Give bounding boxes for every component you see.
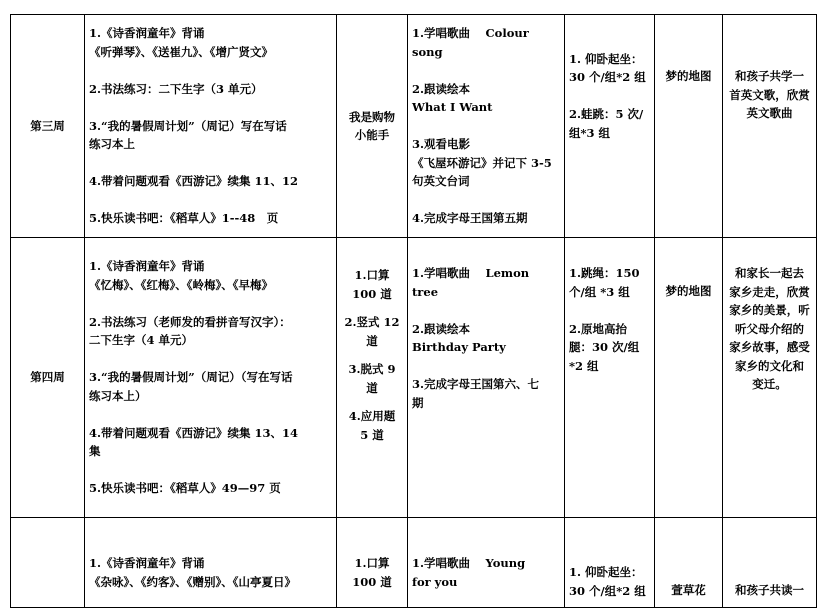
list-item: 2.蛙跳：5 次/ 组*3 组 (569, 107, 644, 140)
pe-tasks (565, 518, 655, 608)
list-item: 4.带着问题观看《西游记》续集 13、14 集 (89, 425, 299, 459)
list-item: 1. 仰卧起坐： 30 个/组*2 组 (569, 51, 646, 85)
math-tasks (337, 15, 408, 238)
chinese-tasks (85, 15, 337, 238)
art-task: 梦的地图 (655, 238, 723, 518)
family-task: 和孩子共读一 (723, 518, 817, 608)
list-item: 1. 仰卧起坐： 30 个/组*2 组 (569, 565, 646, 598)
list-item: 1.《诗香润童年》背诵 《杂咏》、《约客》、《赠别》、《山亭夏日》 (89, 556, 296, 589)
list-item: 4.应用题 5 道 (348, 409, 396, 442)
pe-tasks (565, 238, 655, 518)
art-task: 梦的地图 (655, 15, 723, 238)
art-task: 萱草花 (655, 518, 723, 608)
table-row (11, 238, 817, 518)
list-item: 我是购物 小能手 (349, 109, 395, 142)
list-item: 5.快乐读书吧：《稻草人》1--48 页 (89, 211, 279, 226)
list-item: 4.带着问题观看《西游记》续集 11、12 (89, 174, 299, 189)
list-item: 1.《诗香润童年》背诵 《听弹琴》、《送崔九》、《增广贤文》 (89, 26, 273, 59)
list-item: 3.观看电影 《飞屋环游记》并记下 3-5 句英文台词 (412, 137, 552, 189)
list-item: 5.快乐读书吧：《稻草人》49—97 页 (89, 481, 281, 496)
chinese-tasks (85, 518, 337, 608)
list-item: 1.学唱歌曲 Colour song (412, 26, 529, 59)
list-item: 2.跟读绘本 What I Want (412, 81, 493, 115)
list-item: 1.跳绳：150 个/组 *3 组 (569, 266, 640, 299)
chinese-tasks (85, 238, 337, 518)
week-label: 第三周 (11, 15, 85, 238)
list-item: 2.书法练习（老师发的看拼音写汉字）： 二下生字（4 单元） (89, 314, 291, 348)
english-tasks (408, 518, 565, 608)
list-item: 2.跟读绘本 Birthday Party (412, 321, 506, 354)
math-tasks (337, 518, 408, 608)
list-item: 2.书法练习：二下生字（3 单元） (89, 81, 263, 96)
week-label (11, 518, 85, 608)
list-item: 3.完成字母王国第六、七 期 (412, 377, 540, 410)
english-tasks (408, 15, 565, 238)
list-item: 2.原地高抬 腿：30 次/组 *2 组 (569, 321, 640, 373)
family-task: 和家长一起去 家乡走走，欣赏 家乡的美景，听 听父母介绍的 家乡故事，感受 家乡的文化和 变迁。 (723, 238, 817, 518)
list-item: 4.完成字母王国第五期 (412, 211, 528, 226)
table-row (11, 15, 817, 238)
list-item: 3.“我的暑假周计划”（周记）写在写话 练习本上 (89, 118, 287, 152)
family-task: 和孩子共学一 首英文歌，欣赏 英文歌曲 (723, 15, 817, 238)
math-tasks (337, 238, 408, 518)
week-label: 第四周 (11, 238, 85, 518)
list-item: 1.学唱歌曲 Lemon tree (412, 266, 530, 299)
table-row (11, 518, 817, 608)
english-tasks (408, 238, 565, 518)
list-item: 2.竖式 12 道 (344, 315, 400, 348)
list-item: 1.《诗香润童年》背诵 《忆梅》、《红梅》、《岭梅》、《早梅》 (89, 259, 273, 292)
list-item: 1.学唱歌曲 Young for you (412, 556, 526, 589)
weekly-plan-table (10, 14, 817, 608)
pe-tasks (565, 15, 655, 238)
list-item: 3.脱式 9 道 (348, 362, 396, 395)
list-item: 1.口算 100 道 (352, 268, 392, 301)
list-item: 3.“我的暑假周计划”（周记）（写在写话 练习本上） (89, 370, 293, 403)
list-item: 1.口算 100 道 (352, 556, 392, 589)
